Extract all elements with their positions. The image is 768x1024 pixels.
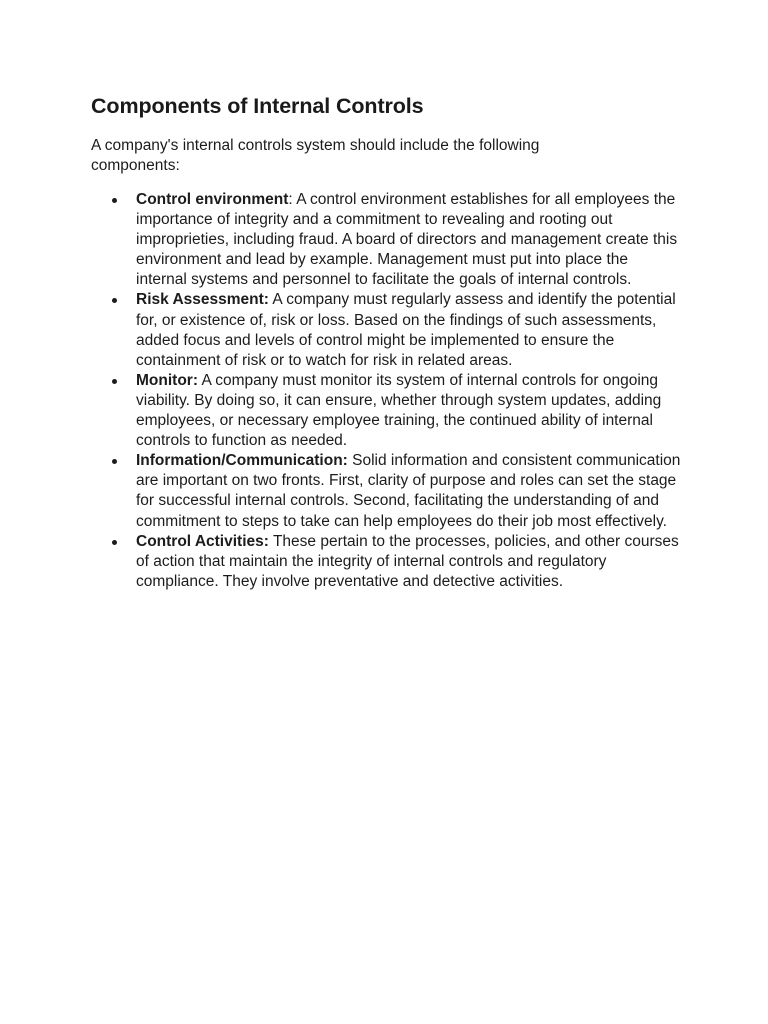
item-text: A company must monitor its system of internal controls for ongoing viability. By doing so, it can ensure, whether through system updates, adding employees, or necessary employee training, the continued ability of internal controls to function as needed. xyxy=(136,371,662,450)
item-text: Solid information and consistent communication are important on two fronts. First, clarity of purpose and roles can set the stage for successful internal controls. Second, facilitating the understanding of and commitment to steps to take can help employees do their job most effectively. xyxy=(136,452,681,530)
item-text: These pertain to the processes, policies, and other courses of action that maintain the integrity of internal controls and regulatory compliance. They involve preventative and detective activities. xyxy=(136,532,679,590)
item-text: A control environment establishes for all employees the importance of integrity and a commitment to revealing and rooting out improprieties, including fraud. A board of directors and management create this environment and lead by example. Management must put into place the internal systems and personnel to facilitate the goals of internal controls. xyxy=(136,191,678,289)
intro-paragraph: A company's internal controls system should include the following components: xyxy=(91,137,540,174)
list-item-control-activities xyxy=(91,532,681,592)
item-separator: : xyxy=(288,191,297,208)
item-term: Control Activities: xyxy=(136,532,269,550)
list-item-information-communication xyxy=(91,451,681,531)
bullet-icon xyxy=(112,298,117,303)
list-item-control-environment xyxy=(91,190,681,290)
item-term: Risk Assessment: xyxy=(136,291,269,309)
page-title: Components of Internal Controls xyxy=(91,94,424,118)
bullet-icon xyxy=(112,459,117,464)
item-term: Control environment xyxy=(136,191,289,208)
item-text: A company must regularly assess and identify the potential for, or existence of, risk or loss. Based on the findings of such assessments, added focus and levels of control might be implemented to ensure the containment of risk or to watch for risk in related areas. xyxy=(136,291,676,369)
bullet-icon xyxy=(112,379,117,384)
list-item-monitor xyxy=(91,371,681,451)
item-term: Monitor: xyxy=(136,371,198,389)
components-list xyxy=(91,190,688,592)
item-term: Information/Communication: xyxy=(136,452,348,470)
bullet-icon xyxy=(112,540,117,545)
list-item-risk-assessment xyxy=(91,290,681,370)
bullet-icon xyxy=(112,198,117,203)
